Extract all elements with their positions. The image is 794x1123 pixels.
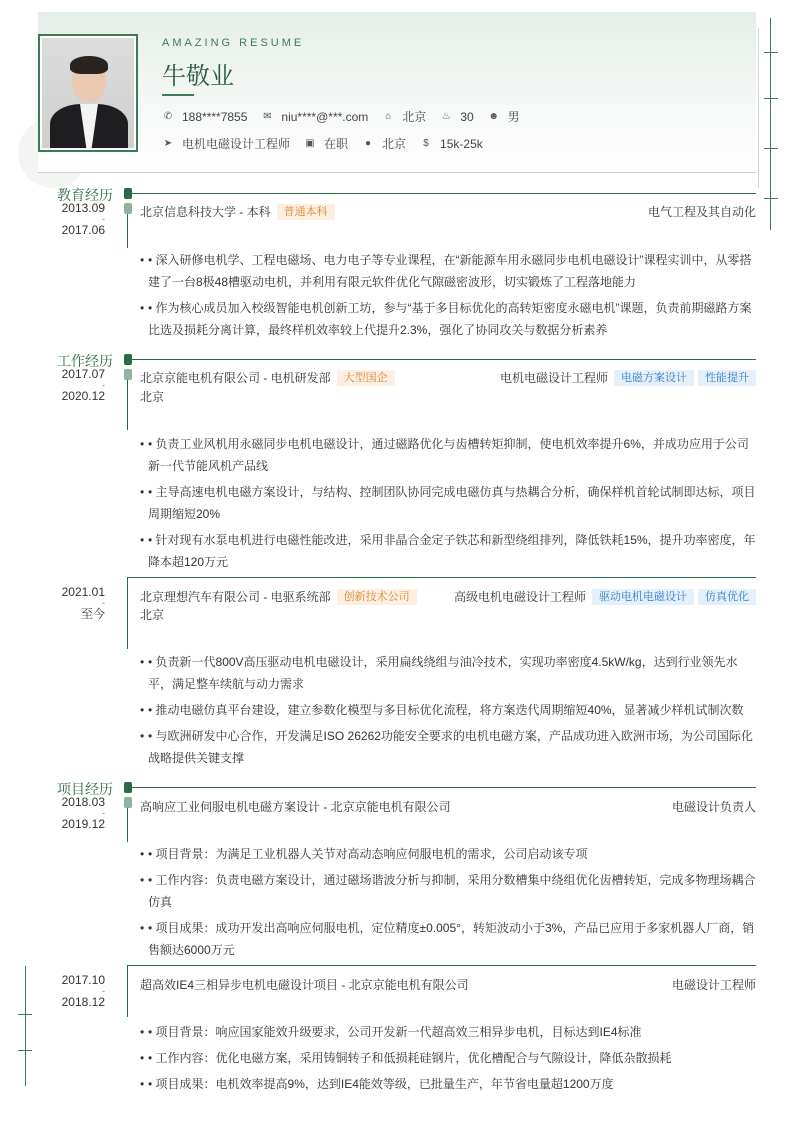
skill-tag: 驱动电机电磁设计 (592, 589, 694, 605)
avatar (38, 34, 138, 152)
phone-icon: ✆ (163, 111, 173, 122)
date-start: 2021.01 (61, 585, 105, 599)
project-header (140, 976, 756, 993)
bullet-icon: • (140, 533, 145, 547)
bullet-icon: • (140, 437, 145, 451)
job-city: 北京 (140, 390, 165, 404)
gender-info (488, 108, 520, 125)
date-end: 2017.06 (61, 223, 105, 237)
city-text: 北京 (382, 137, 407, 151)
date-separator: - (102, 214, 105, 224)
phone-info (162, 110, 247, 124)
entry-date (40, 973, 105, 1009)
bullet-icon: • (140, 655, 145, 669)
briefcase-icon: ▣ (305, 138, 315, 149)
decor-tick (764, 198, 778, 199)
mail-icon: ✉ (263, 111, 272, 122)
bullet-icon: • (140, 847, 145, 861)
entry-divider (127, 577, 756, 578)
email-text: niu****@***.com (281, 109, 369, 124)
decor-tick (18, 1050, 32, 1051)
header-divider (38, 172, 756, 173)
profile-photo (42, 38, 134, 148)
age-text: 30 (460, 109, 474, 124)
skill-tag: 仿真优化 (698, 589, 756, 605)
age-info (440, 110, 473, 124)
tagline: AMAZING RESUME (162, 37, 305, 49)
salary-info (420, 137, 483, 151)
timeline-marker (124, 369, 132, 380)
bullet-icon: • (140, 301, 145, 315)
decor-tick (18, 1014, 32, 1015)
section-title-education: 教育经历 (57, 187, 113, 203)
section-marker (124, 782, 132, 793)
candidate-name: 牛敬业 (162, 63, 234, 90)
job-title: 高级电机电磁设计工程师 (453, 590, 586, 604)
list-item: • • 负责工业风机用永磁同步电机电磁设计，通过磁路优化与齿槽转矩抑制，使电机效率提升6%，并成功应用于公司新一代节能风机产品线 (140, 433, 756, 477)
company-name: 北京京能电机有限公司 - 电机研发部 (140, 371, 331, 385)
company-badge: 创新技术公司 (337, 589, 417, 605)
school-name: 北京信息科技大学 - 本科 (140, 205, 271, 219)
list-item: • • 主导高速电机电磁方案设计，与结构、控制团队协同完成电磁仿真与热耦合分析，确保样机首轮试制即达标，项目周期缩短20% (140, 481, 756, 525)
date-separator: - (102, 380, 105, 390)
project-name: 超高效IE4三相异步电机电磁设计项目 - 北京京能电机有限公司 (140, 978, 469, 992)
section-divider (132, 193, 756, 194)
list-item: • • 推动电磁仿真平台建设，建立参数化模型与多目标优化流程，将方案迭代周期缩短40%，显著减少样机试制次数 (140, 699, 756, 721)
cake-icon: ♨ (441, 111, 451, 122)
bullet-icon: • (140, 485, 145, 499)
school-badge: 普通本科 (277, 204, 335, 220)
date-end: 2019.12 (61, 817, 105, 831)
date-separator: - (102, 986, 105, 996)
company-name: 北京理想汽车有限公司 - 电驱系统部 (140, 590, 331, 604)
project-header (140, 798, 756, 815)
timeline-marker (124, 797, 132, 808)
date-separator: - (102, 598, 105, 608)
bullet-icon: • (140, 1025, 145, 1039)
section-marker (124, 188, 132, 199)
entry-date (40, 795, 105, 831)
education-header (140, 203, 756, 220)
bullet-icon: • (140, 1077, 145, 1091)
money-icon: $ (423, 138, 429, 149)
section-marker (124, 354, 132, 365)
salary-text: 15k-25k (440, 136, 483, 151)
project-role: 电磁设计负责人 (671, 800, 756, 814)
email-info (261, 110, 368, 124)
location-text: 北京 (402, 110, 427, 124)
timeline-line (127, 214, 128, 248)
job-city: 北京 (140, 608, 165, 622)
date-start: 2018.03 (61, 795, 105, 809)
decor-line-right-inner (758, 28, 759, 188)
bullet-icon: • (140, 729, 145, 743)
work-header (140, 588, 756, 605)
position-text: 电机电磁设计工程师 (182, 137, 291, 151)
timeline-line (127, 577, 128, 649)
company-badge: 大型国企 (337, 370, 395, 386)
position-info (162, 135, 290, 152)
bullet-icon: • (140, 703, 145, 717)
timeline-marker (124, 203, 132, 214)
decor-tick (764, 148, 778, 149)
date-start: 2017.10 (61, 973, 105, 987)
pin-icon: ● (365, 138, 372, 149)
status-info (304, 135, 348, 152)
timeline-line (127, 965, 128, 1017)
skill-tag: 性能提升 (698, 370, 756, 386)
decor-tick (764, 52, 778, 53)
entry-divider (127, 965, 756, 966)
bullet-icon: • (140, 873, 145, 887)
list-item: • • 项目成果：成功开发出高响应伺服电机，定位精度±0.005°，转矩波动小于3%，产品已应用于多家机器人厂商，销售额达6000万元 (140, 917, 756, 961)
date-end: 2020.12 (61, 389, 105, 403)
contact-row (162, 108, 534, 125)
section-divider (132, 787, 756, 788)
decor-line-left (25, 966, 26, 1086)
timeline-line (127, 380, 128, 430)
entry-date (40, 585, 105, 621)
entry-date (40, 201, 105, 237)
date-end: 至今 (80, 607, 105, 621)
city-info (362, 135, 406, 152)
bullet-icon: • (140, 1051, 145, 1065)
date-start: 2013.09 (61, 201, 105, 215)
list-item: • • 工作内容：负责电磁方案设计，通过磁场谐波分析与抑制，采用分数槽集中绕组优化齿槽转矩，完成多物理场耦合仿真 (140, 869, 756, 913)
section-title-projects: 项目经历 (57, 781, 113, 797)
list-item: • • 与欧洲研发中心合作，开发满足ISO 26262功能安全要求的电机电磁方案，产品成功进入欧洲市场，为公司国际化战略提供关键支撑 (140, 725, 756, 769)
list-item: • • 针对现有水泵电机进行电磁性能改进，采用非晶合金定子铁芯和新型绕组排列，降低铁耗15%，提升功率密度，年降本超120万元 (140, 529, 756, 573)
status-text: 在职 (324, 137, 349, 151)
decor-tick (764, 98, 778, 99)
list-item: • • 工作内容：优化电磁方案，采用铸铜转子和低损耗硅钢片，优化槽配合与气隙设计，降低杂散损耗 (140, 1047, 756, 1069)
section-title-work: 工作经历 (57, 353, 113, 369)
list-item: • • 项目背景：为满足工业机器人关节对高动态响应伺服电机的需求，公司启动该专项 (140, 843, 756, 865)
skill-tag: 电磁方案设计 (614, 370, 694, 386)
date-start: 2017.07 (61, 367, 105, 381)
name-underline (162, 94, 194, 96)
major-name: 电气工程及其自动化 (647, 205, 756, 219)
entry-date (40, 367, 105, 403)
date-end: 2018.12 (61, 995, 105, 1009)
bullet-icon: • (140, 921, 145, 935)
list-item: • • 项目成果：电机效率提高9%，达到IE4能效等级，已批量生产，年节省电量超1200万度 (140, 1073, 756, 1095)
date-separator: - (102, 808, 105, 818)
list-item: • • 负责新一代800V高压驱动电机电磁设计，采用扁线绕组与油冷技术，实现功率密度4.5kW/kg，达到行业领先水平，满足整车续航与动力需求 (140, 651, 756, 695)
list-item: • • 深入研修电机学、工程电磁场、电力电子等专业课程，在“新能源车用永磁同步电机电磁设计”课程实训中，从零搭建了一台8极48槽驱动电机，并利用有限元软件优化气隙磁密波形，切实锻炼了工程落地能力 (140, 249, 756, 293)
job-title: 电机电磁设计工程师 (499, 371, 608, 385)
list-item: • • 作为核心成员加入校级智能电机创新工坊，参与“基于多目标优化的高转矩密度永磁电机”课题，负责前期磁路方案比选及损耗分离计算，最终样机效率较上代提升2.3%，强化了协同攻关与数据分析素养 (140, 297, 756, 341)
job-intent-row (162, 135, 497, 152)
phone-text: 188****7855 (182, 109, 248, 124)
gender-text: 男 (507, 110, 520, 124)
project-role: 电磁设计工程师 (671, 978, 756, 992)
section-divider (132, 359, 756, 360)
bullet-icon: • (140, 253, 145, 267)
location-info (382, 108, 426, 125)
project-name: 高响应工业伺服电机电磁方案设计 - 北京京能电机有限公司 (140, 800, 451, 814)
smile-icon: ☻ (488, 111, 499, 122)
send-icon: ➤ (163, 138, 173, 149)
list-item: • • 项目背景：响应国家能效升级要求，公司开发新一代超高效三相异步电机，目标达到IE4标准 (140, 1021, 756, 1043)
home-icon: ⌂ (385, 111, 392, 122)
timeline-line (127, 808, 128, 842)
work-header (140, 369, 756, 386)
